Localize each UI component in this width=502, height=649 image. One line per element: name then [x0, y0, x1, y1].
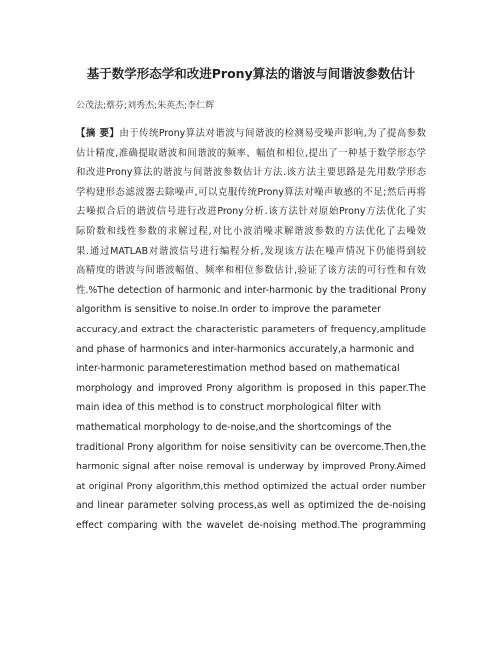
abstract-line: 【摘 要】由于传统Prony算法对谐波与间谐波的检测易受噪声影响,为了提高参数 [76, 128, 426, 139]
abstract-label: 【摘 要】 [76, 128, 120, 139]
abstract-line: and linear parameter solving process,as well as optimized the de-noising [76, 500, 426, 512]
abstract-line: 和改进Prony算法的谐波与间谐波参数估计方法.该方法主要思路是先用数学形态 [76, 167, 426, 179]
abstract-block [76, 124, 426, 535]
document-title: 基于数学形态学和改进Prony算法的谐波与间谐波参数估计 [86, 66, 416, 81]
abstract-line: and phase of harmonics and inter-harmonics accurately,a harmonic and [76, 343, 415, 355]
abstract-line: traditional Prony algorithm for noise sensitivity can be overcome.Then,the [76, 441, 426, 453]
abstract-line: mathematical morphology to de-noise,and the shortcomings of the [76, 421, 392, 433]
abstract-line: algorithm is sensitive to noise.In order to improve the parameter [76, 304, 381, 316]
abstract-line: 性.%The detection of harmonic and inter-harmonic by the traditional Prony [76, 284, 427, 296]
abstract-line: 际阶数和线性参数的求解过程,对比小波消噪求解谐波参数的方法优化了去噪效 [76, 225, 426, 237]
abstract-line: main idea of this method is to construct morphological filter with [76, 402, 382, 414]
abstract-line: 学构建形态滤波器去除噪声,可以克服传统Prony算法对噪声敏感的不足;然后再将 [76, 186, 426, 198]
author-list: 公茂法;蔡芬;刘秀杰;朱英杰;李仁辉 [76, 101, 215, 111]
abstract-line: inter-harmonic parameterestimation method based on mathematical [76, 363, 400, 375]
abstract-line: accuracy,and extract the characteristic parameters of frequency,amplitude [76, 323, 426, 335]
abstract-line: at original Prony algorithm,this method optimized the actual order number [76, 480, 426, 492]
abstract-line: morphology and improved Prony algorithm is proposed in this paper.The [76, 382, 426, 394]
abstract-line: 去噪拟合后的谐波信号进行改进Prony分析.该方法针对原始Prony方法优化了实 [76, 206, 426, 218]
abstract-line: 估计精度,准确提取谐波和间谐波的频率、幅值和相位,提出了一种基于数学形态学 [76, 147, 426, 159]
abstract-line: 高精度的谐波与间谐波幅值、频率和相位参数估计,验证了该方法的可行性和有效 [76, 265, 426, 277]
abstract-line: 果.通过MATLAB对谐波信号进行编程分析,发现该方法在噪声情况下仍能得到较 [76, 245, 426, 257]
abstract-line: harmonic signal after noise removal is underway by improved Prony.Aimed [76, 461, 426, 473]
abstract-line: effect comparing with the wavelet de-noising method.The programming [76, 519, 426, 531]
